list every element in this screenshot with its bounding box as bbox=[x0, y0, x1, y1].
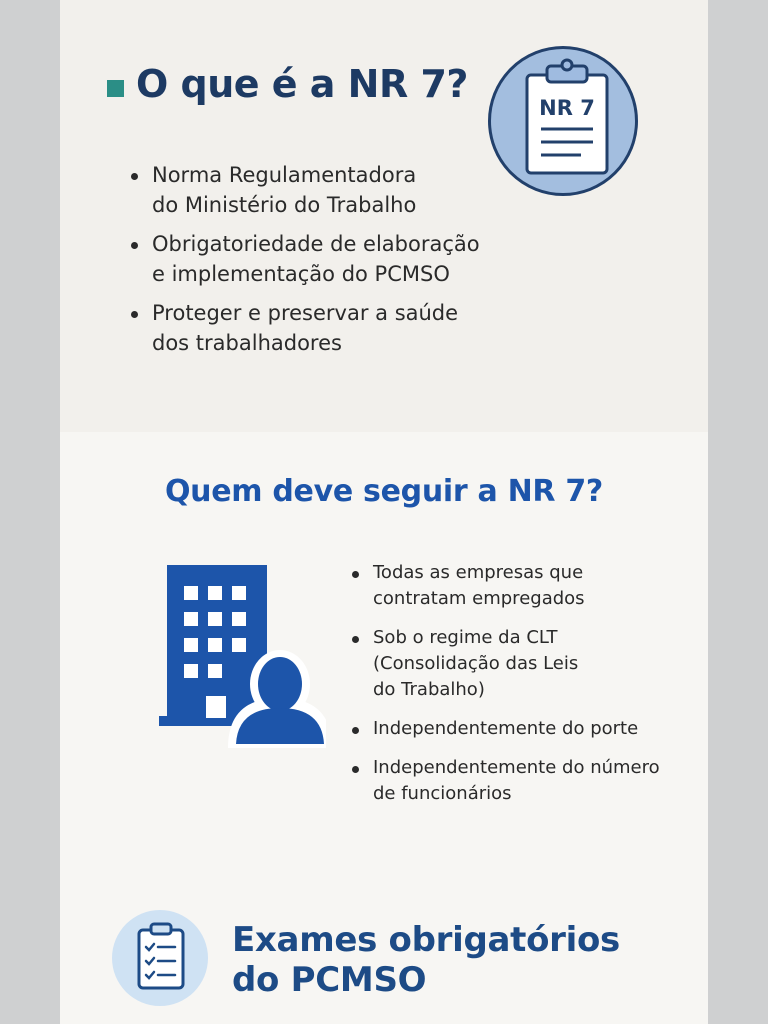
building-with-person-icon bbox=[156, 560, 326, 754]
clipboard-badge-icon bbox=[488, 46, 638, 196]
checklist-clipboard-icon bbox=[112, 910, 208, 1006]
nr7-definition-list bbox=[130, 160, 480, 367]
list-item: Obrigatoriedade de elaboração e implementação do PCMSO bbox=[130, 229, 480, 289]
list-item: Independentemente do porte bbox=[350, 716, 660, 742]
list-item: Sob o regime da CLT (Consolidação das Leis do Trabalho) bbox=[350, 625, 660, 703]
section-title: O que é a NR 7? bbox=[136, 62, 468, 106]
badge-label: NR 7 bbox=[539, 96, 595, 120]
title-marker-square bbox=[107, 80, 124, 97]
list-item: Todas as empresas que contratam empregados bbox=[350, 560, 660, 612]
section-title-exams: Exames obrigatórios do PCMSO bbox=[232, 920, 620, 1000]
list-item: Norma Regulamentadora do Ministério do Trabalho bbox=[130, 160, 480, 220]
section-what-is-nr7 bbox=[60, 0, 708, 432]
infographic-page bbox=[60, 0, 708, 1024]
section-title-who: Quem deve seguir a NR 7? bbox=[164, 474, 604, 509]
who-must-follow-list bbox=[350, 560, 660, 820]
list-item: Independentemente do número de funcionários bbox=[350, 755, 660, 807]
list-item: Proteger e preservar a saúde dos trabalhadores bbox=[130, 298, 480, 358]
